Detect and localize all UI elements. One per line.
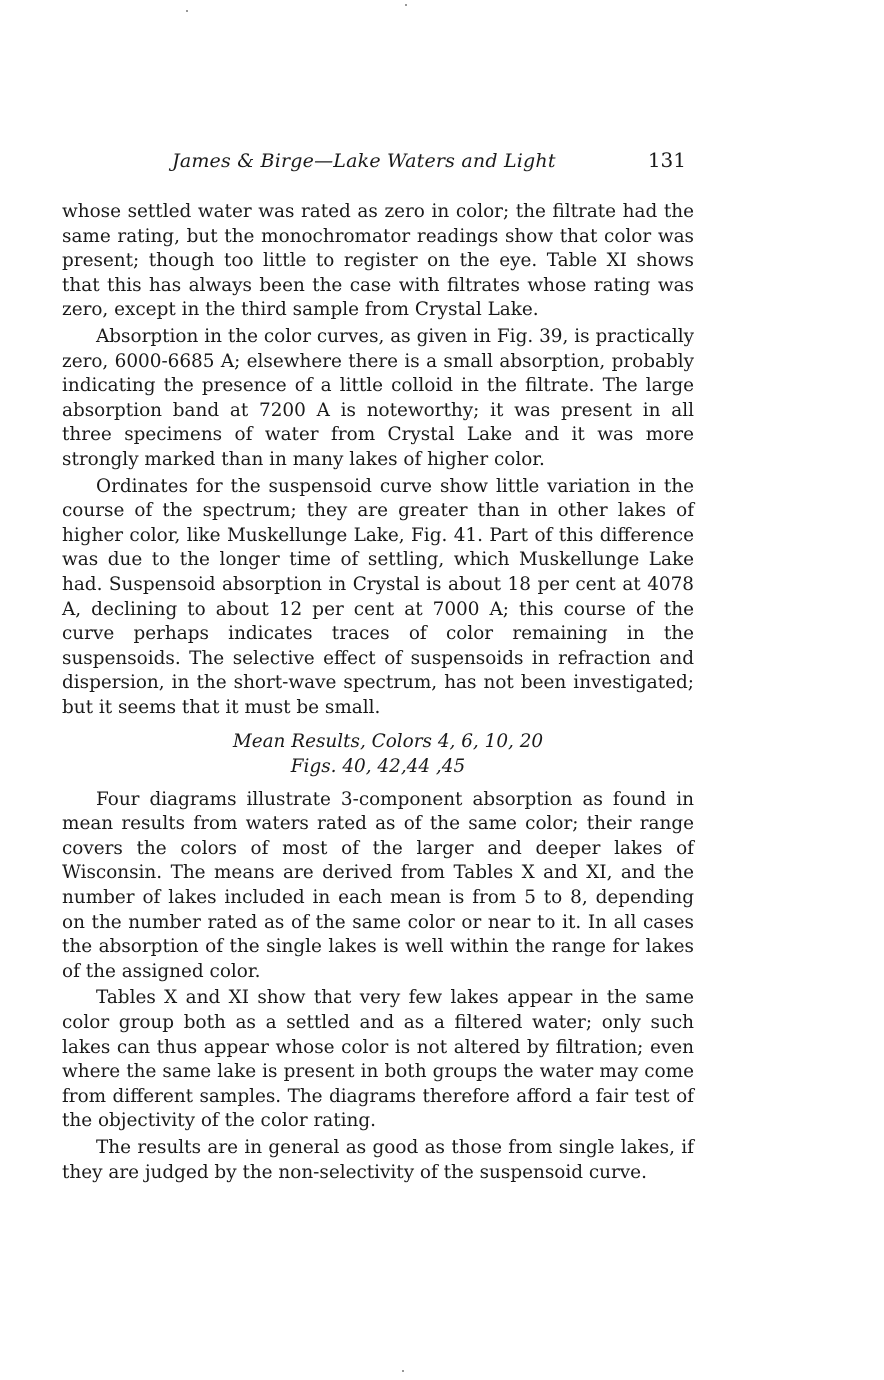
scan-speck: [186, 10, 188, 12]
section-heading-figures: Figs. 40, 42,44 ,45: [290, 756, 466, 778]
page-number: 131: [647, 148, 686, 172]
paragraph-continuation: whose settled water was rated as zero in color; the filtrate had the same rating, but the monochromator readings show that color was present; though too little to register on the eye. Table XI shows that this has always been the case with filtrates whose rating was zero, except in the third sample from Crystal Lake.: [62, 201, 694, 321]
document-page: [62, 0, 694, 1380]
running-title: James & Birge—Lake Waters and Light: [172, 150, 556, 172]
paragraph: The results are in general as good as those from single lakes, if they are judged by the non-selectivity of the suspensoid curve.: [62, 1136, 694, 1183]
paragraph: Four diagrams illustrate 3-component absorption as found in mean results from waters rated as of the same color; their range covers the colors of most of the larger and deeper lakes of Wisconsin. The means are derived from Tables X and XI, and the number of lakes included in each mean is from 5 to 8, depending on the number rated as of the same color or near to it. In all cases the absorption of the single lakes is well within the range for lakes of the assigned color.: [62, 788, 694, 982]
scan-speck: [402, 1370, 404, 1372]
section-heading: [62, 730, 694, 779]
running-head: [62, 150, 694, 180]
scan-speck: [405, 4, 407, 6]
paragraph: Ordinates for the suspensoid curve show little variation in the course of the spectrum; they are greater than in other lakes of higher color, like Muskellunge Lake, Fig. 41. Part of this difference was due to the longer time of settling, which Muskellunge Lake had. Suspensoid absorption in Crystal is about 18 per cent at 4078 A, declining to about 12 per cent at 7000 A; this course of the curve perhaps indicates traces of color remaining in the suspensoids. The selective effect of suspensoids in refraction and dispersion, in the short-wave spectrum, has not been investigated; but it seems that it must be small.: [62, 475, 694, 718]
paragraph: Tables X and XI show that very few lakes appear in the same color group both as a settled and as a filtered water; only such lakes can thus appear whose color is not altered by filtration; even where the same lake is present in both groups the water may come from different samples. The diagrams therefore afford a fair test of the objectivity of the color rating.: [62, 987, 694, 1132]
paragraph: Absorption in the color curves, as given in Fig. 39, is practically zero, 6000-6685 A; elsewhere there is a small absorption, probably indicating the presence of a little colloid in the filtrate. The large absorption band at 7200 A is noteworthy; it was present in all three specimens of water from Crystal Lake and it was more strongly marked than in many lakes of higher color.: [62, 325, 694, 470]
section-heading-title: Mean Results, Colors 4, 6, 10, 20: [232, 731, 544, 753]
body-text: [62, 200, 694, 1187]
